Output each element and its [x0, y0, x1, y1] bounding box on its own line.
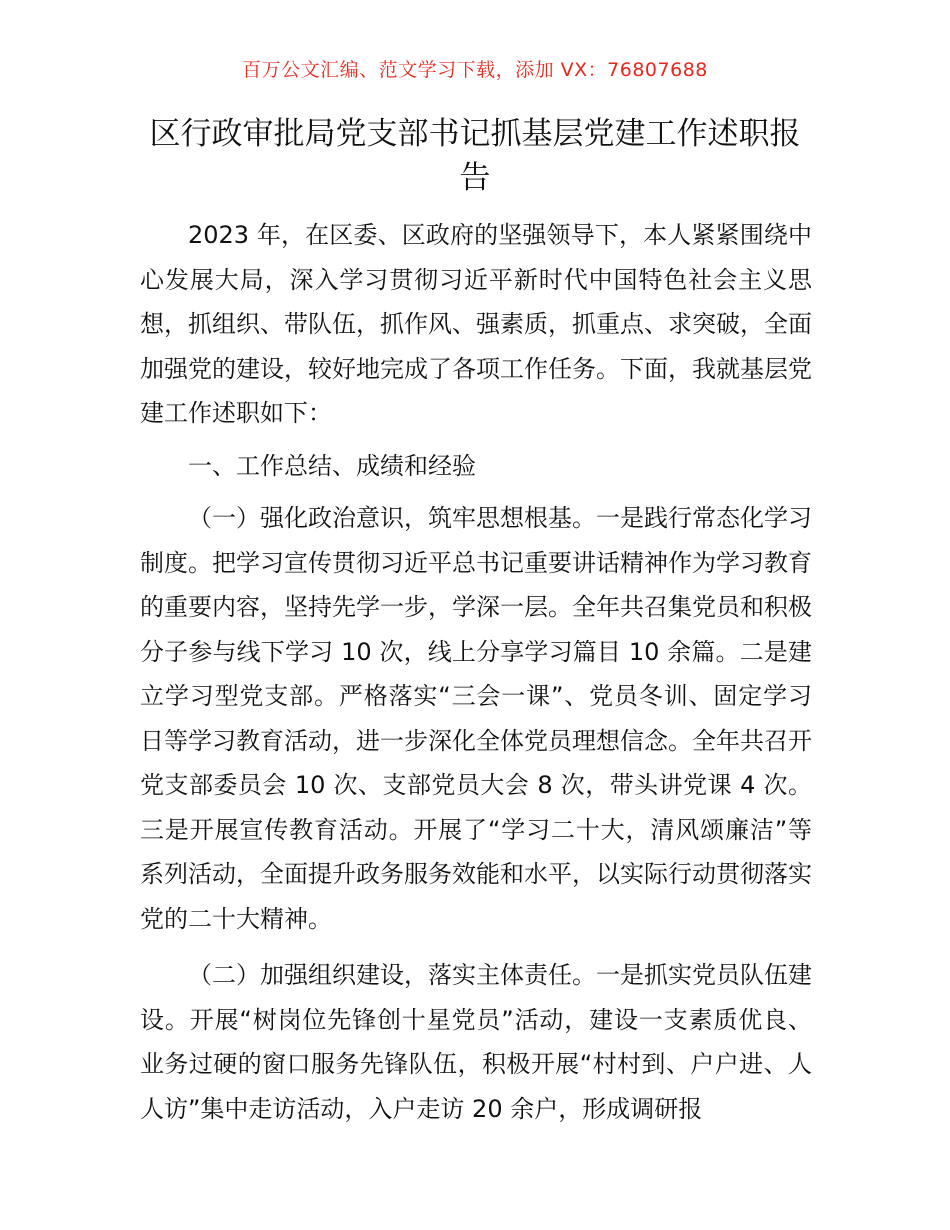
intro-paragraph: 2023 年，在区委、区政府的坚强领导下，本人紧紧围绕中心发展大局，深入学习贯彻习近平新时代中国特色社会主义思想，抓组织、带队伍，抓作风、强素质，抓重点、求突破，全面加强党的建设，较好地完成了各项工作任务。下面，我就基层党建工作述职如下：: [140, 221, 812, 427]
section-paragraph-2: （二）加强组织建设，落实主体责任。一是抓实党员队伍建设。开展“树岗位先锋创十星党员”活动，建设一支素质优良、业务过硬的窗口服务先锋队伍，积极开展“村村到、户户进、人人访”集中走访活动，入户走访 20 余户，形成调研报: [140, 961, 812, 1123]
section-paragraph-1: （一）强化政治意识，筑牢思想根基。一是践行常态化学习制度。把学习宣传贯彻习近平总书记重要讲话精神作为学习教育的重要内容，坚持先学一步，学深一层。全年共召集党员和积极分子参与线下学习 10 次，线上分享学习篇目 10 余篇。二是建立学习型党支部。严格落实“三会一课”、党员冬训、固定学习日等学习教育活动，进一步深化全体党员理想信念。全年共召开党支部委员会 10 次、支部党员大会 8 次，带头讲党课 4 次。三是开展宣传教育活动。开展了“学习二十大，清风颂廉洁”等系列活动，全面提升政务服务效能和水平，以实际行动贯彻落实党的二十大精神。: [140, 504, 812, 933]
section-heading: 一、工作总结、成绩和经验: [188, 451, 476, 480]
document-title: 区行政审批局党支部书记抓基层党建工作述职报告: [149, 116, 801, 196]
watermark-text: 百万公文汇编、范文学习下载，添加 VX：76807688: [242, 59, 708, 81]
document-body: [140, 213, 812, 1131]
